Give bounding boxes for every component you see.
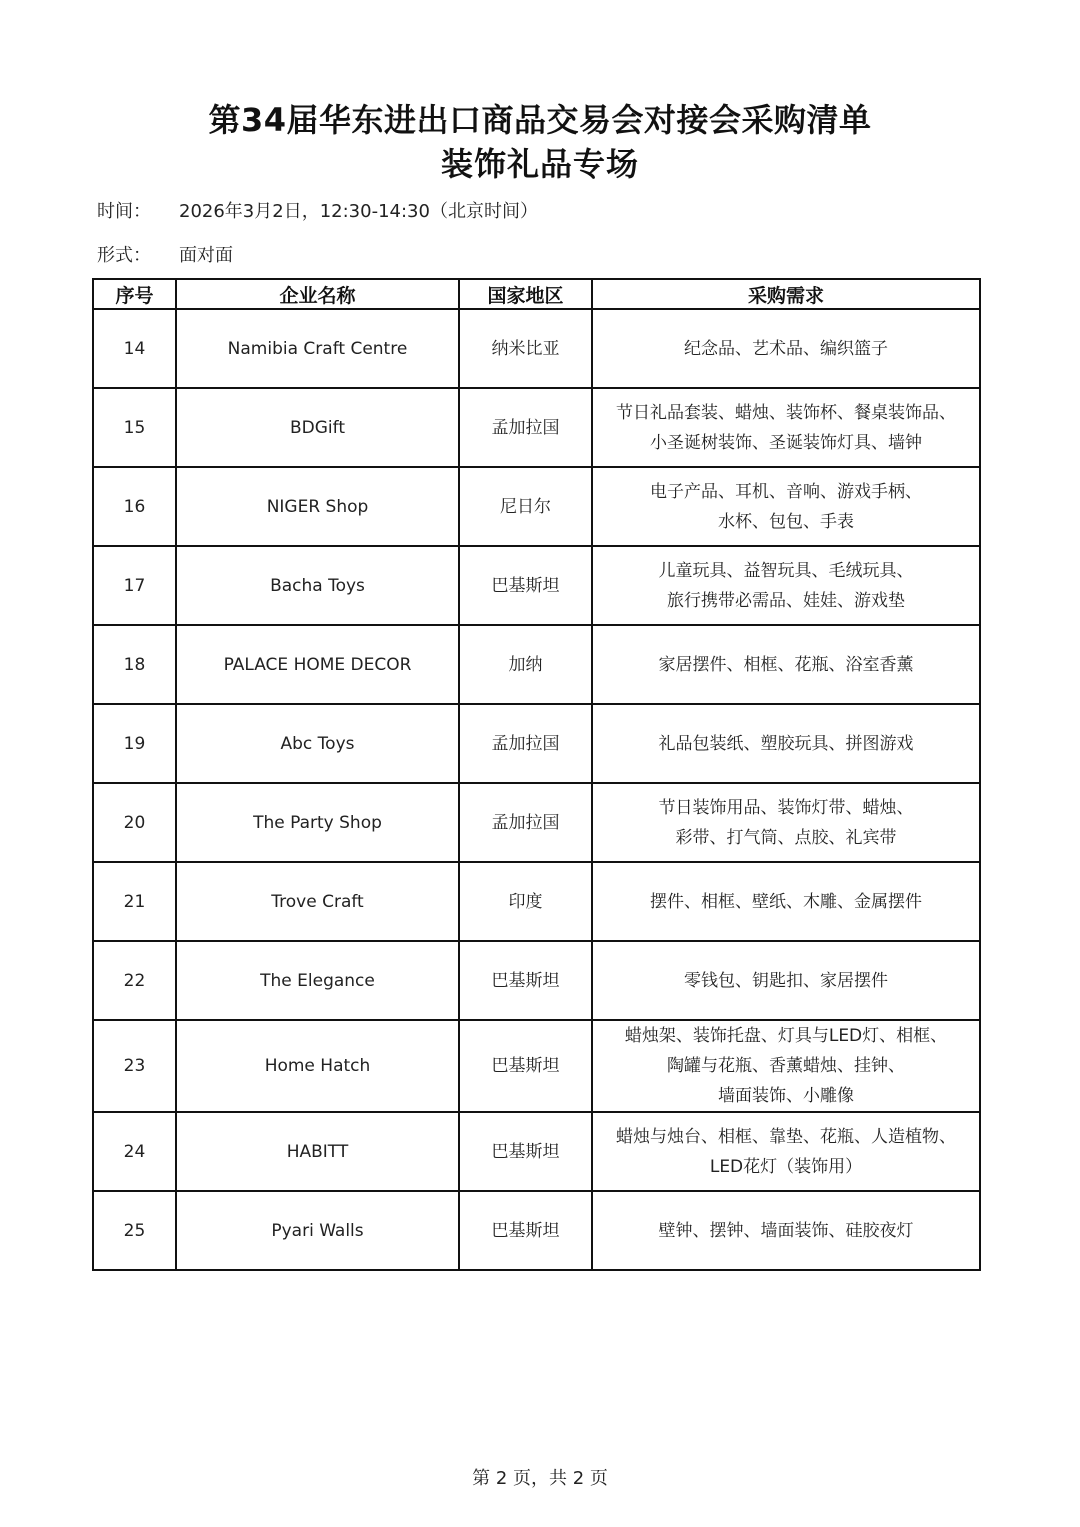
cell-demand — [592, 546, 980, 625]
time-label: 时间： — [97, 201, 151, 222]
cell-company: Home Hatch — [176, 1020, 459, 1112]
cell-demand — [592, 467, 980, 546]
cell-company: NIGER Shop — [176, 467, 459, 546]
cell-demand — [592, 1191, 980, 1270]
cell-company: Trove Craft — [176, 862, 459, 941]
cell-no: 18 — [93, 625, 176, 704]
cell-demand — [592, 941, 980, 1020]
cell-country: 加纳 — [459, 625, 592, 704]
table-row — [93, 309, 980, 388]
demand-line: 纪念品、艺术品、编织篮子 — [684, 338, 888, 359]
demand-line: 墙面装饰、小雕像 — [718, 1086, 854, 1106]
page-footer: 第 2 页，共 2 页 — [472, 1468, 608, 1489]
cell-country: 巴基斯坦 — [459, 941, 592, 1020]
cell-no: 19 — [93, 704, 176, 783]
table-row — [93, 467, 980, 546]
time-value: 2026年3月2日，12:30-14:30（北京时间） — [179, 201, 538, 222]
demand-line: 彩带、打气筒、点胶、礼宾带 — [675, 827, 897, 848]
header-country: 国家地区 — [459, 279, 592, 309]
demand-line: 电子产品、耳机、音响、游戏手柄、 — [650, 481, 922, 502]
table-row — [93, 862, 980, 941]
page-title: 第34届华东进出口商品交易会对接会采购清单 — [208, 101, 872, 139]
cell-country: 孟加拉国 — [459, 704, 592, 783]
cell-demand — [592, 388, 980, 467]
cell-company: The Elegance — [176, 941, 459, 1020]
demand-line: 旅行携带必需品、娃娃、游戏垫 — [667, 590, 905, 611]
demand-line: 礼品包装纸、塑胶玩具、拼图游戏 — [658, 733, 914, 754]
cell-no: 22 — [93, 941, 176, 1020]
cell-no: 20 — [93, 783, 176, 862]
cell-company: Bacha Toys — [176, 546, 459, 625]
cell-country: 纳米比亚 — [459, 309, 592, 388]
header-no: 序号 — [93, 279, 176, 309]
cell-demand — [592, 862, 980, 941]
cell-company: HABITT — [176, 1112, 459, 1191]
cell-company: Pyari Walls — [176, 1191, 459, 1270]
cell-company: Abc Toys — [176, 704, 459, 783]
demand-line: 节日装饰用品、装饰灯带、蜡烛、 — [658, 797, 914, 818]
cell-no: 21 — [93, 862, 176, 941]
cell-country: 巴基斯坦 — [459, 546, 592, 625]
table-row — [93, 941, 980, 1020]
cell-company: BDGift — [176, 388, 459, 467]
format-row — [97, 247, 233, 265]
header-demand: 采购需求 — [592, 279, 980, 309]
cell-company: PALACE HOME DECOR — [176, 625, 459, 704]
cell-demand — [592, 704, 980, 783]
page-subtitle: 装饰礼品专场 — [440, 145, 639, 183]
cell-no: 17 — [93, 546, 176, 625]
purchase-table — [92, 278, 981, 1271]
cell-no: 14 — [93, 309, 176, 388]
cell-country: 巴基斯坦 — [459, 1191, 592, 1270]
table-header-row — [93, 279, 980, 309]
cell-demand — [592, 625, 980, 704]
table-row — [93, 388, 980, 467]
demand-line: 水杯、包包、手表 — [718, 511, 854, 532]
demand-line: 壁钟、摆钟、墙面装饰、硅胶夜灯 — [658, 1220, 914, 1241]
time-row — [97, 203, 538, 221]
cell-no: 24 — [93, 1112, 176, 1191]
cell-country: 尼日尔 — [459, 467, 592, 546]
cell-no: 23 — [93, 1020, 176, 1112]
demand-line: 陶罐与花瓶、香薰蜡烛、挂钟、 — [667, 1056, 905, 1076]
table-row — [93, 783, 980, 862]
table-row — [93, 625, 980, 704]
cell-demand — [592, 309, 980, 388]
cell-country: 孟加拉国 — [459, 783, 592, 862]
demand-line: 小圣诞树装饰、圣诞装饰灯具、墙钟 — [650, 432, 922, 453]
demand-line: 儿童玩具、益智玩具、毛绒玩具、 — [658, 560, 914, 581]
demand-line: 蜡烛架、装饰托盘、灯具与LED灯、相框、 — [624, 1026, 948, 1046]
table-row — [93, 704, 980, 783]
cell-company: Namibia Craft Centre — [176, 309, 459, 388]
cell-no: 15 — [93, 388, 176, 467]
table-body — [93, 309, 980, 1270]
cell-country: 巴基斯坦 — [459, 1020, 592, 1112]
table-row — [93, 1112, 980, 1191]
format-value: 面对面 — [179, 245, 233, 266]
demand-line: 节日礼品套装、蜡烛、装饰杯、餐桌装饰品、 — [616, 402, 956, 423]
cell-company: The Party Shop — [176, 783, 459, 862]
demand-line: 零钱包、钥匙扣、家居摆件 — [684, 970, 888, 991]
demand-line: 蜡烛与烛台、相框、靠垫、花瓶、人造植物、 — [616, 1126, 956, 1147]
cell-no: 25 — [93, 1191, 176, 1270]
cell-country: 巴基斯坦 — [459, 1112, 592, 1191]
format-label: 形式： — [97, 245, 151, 266]
demand-line: 摆件、相框、壁纸、木雕、金属摆件 — [650, 891, 922, 912]
table-row — [93, 1191, 980, 1270]
demand-line: 家居摆件、相框、花瓶、浴室香薰 — [658, 654, 914, 675]
cell-country: 印度 — [459, 862, 592, 941]
cell-no: 16 — [93, 467, 176, 546]
header-company: 企业名称 — [176, 279, 459, 309]
demand-line: LED花灯（装饰用） — [709, 1156, 863, 1177]
cell-demand — [592, 1112, 980, 1191]
table-row — [93, 546, 980, 625]
table-row — [93, 1020, 980, 1112]
cell-country: 孟加拉国 — [459, 388, 592, 467]
cell-demand — [592, 1020, 980, 1112]
cell-demand — [592, 783, 980, 862]
